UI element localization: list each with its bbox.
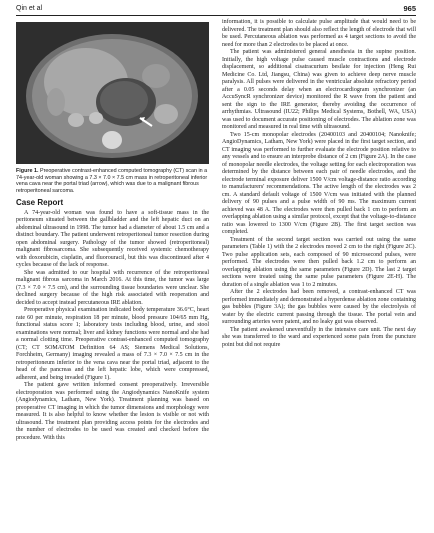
figure-caption-label: Figure 1. [16, 168, 39, 174]
left-column [16, 22, 209, 442]
right-paragraph-3: Two 15-cm monopolar electrodes (20400103 and 20400104; Nanoknife; AngioDynamics, Latham, New York) were placed in the first target section, and CT imaging was performed to further evaluate the electrode position relative to any vessels and to ensure an interprobe distance of 2 cm (Figure 2A). In the case of monopolar needle electrodes, the voltage setting for each electroporation was determined by the distance between each pair of needle electrodes, and the electrode terminal exposure deliver 1500 V/cm voltage-distance ratio according to manufacturers' recommendations. The active length of the electrodes was 2 cm. A standard default voltage of 1500 V/cm was initiated with the planned delivery of 90 pulses and a pulse width of 90 ms. The maximum current achieved was 48 A. The electrodes were then pulled back 1 cm to perform an overlapping ablation using a similar protocol, except that the voltage-to-distance ratio was lowered to 1300 V/cm (Figure 2B). The first target section was completed. [222, 131, 416, 235]
right-paragraph-1: information, it is possible to calculate pulse amplitude that would need to be delivered. The treatment plan should also reflect the length of electrode that will be used. Percutaneous ablation was performed as 4 target sections to avoid the need for more than 2 electrodes to be placed at once. [222, 19, 416, 48]
header-rule [16, 15, 416, 16]
left-paragraph-2: She was admitted to our hospital with recurrence of the retroperitoneal malignant fibrous sarcoma in March 2016. At this time, the tumor was large (7.3 × 7.0 × 7.5 cm), and the surrounding tissue boundaries were unclear. She declined surgery because of the high risk associated with reoperation and decided to accept instead percutaneous IRE ablation. [16, 269, 209, 306]
right-paragraph-5: After the 2 electrodes had been removed, a contrast-enhanced CT was performed immediately and demonstrated a hyperdense ablation zone containing gas bubbles (Figure 3A); the gas bubbles were caused by the electrolysis of water by the electric current passing through the tissue. The portal vein and surrounding arteries were patent, and no leaky gut was observed. [222, 289, 416, 325]
right-column [222, 19, 416, 349]
left-paragraph-4: The patient gave written informed consent preoperatively. Irreversible electroporation was performed using the Angiodynamics NanoKnife system (Angiodynamics, Latham, New York). Treatment planning was based on preoperative CT imaging in which the tumor dimensions and morphology were measured. It is also helpful to know whether the lesion is visible or not with ultrasound. The treatment plan providing access points for the electrodes and the number of electrodes to be used was created and checked before the procedure. With this [16, 382, 209, 441]
page-number: 965 [403, 4, 416, 13]
running-header-author: Qin et al [16, 5, 43, 12]
left-paragraph-3: Preoperative physical examination indicated body temperature 36.6°C, heart rate 60 per minute, respiration 18 per minute, blood pressure 104/65 mm Hg, functional status score 1; laboratory tests including blood, urine, and stool examinations were normal; liver and kidney functions were normal and she had a normal clotting time. Preoperative contrast-enhanced computed tomography (CT; CT SOMATOM Definition 64 AS; Siemens Medical Solutions, Forchheim, Germany) imaging revealed a mass of 7.3 × 7.0 × 7.5 cm in the retroperitoneum inferior to the vena cava near the portal triad, adjacent to the head of the pancreas and the left hepatic lobe, which were compressed, adherent, and being invaded (Figure 1). [16, 307, 209, 381]
running-header [16, 3, 416, 15]
section-title: Case Report [16, 198, 64, 208]
figure-caption-text: Preoperative contrast-enhanced computed tomography (CT) scan in a 74-year-old woman showing a 7.3 × 7.0 × 7.5 cm mass in retroperitoneal inferior vena cava near the portal triad (arrow), which was due to a malignant fibrous retroperitoneal sarcoma. [16, 168, 208, 194]
right-paragraph-4: Treatment of the second target section was carried out using the same parameters (Table 1) with the 2 electrodes moved 2 cm to the right (Figure 2C). Two pulse application sets, each composed of 90 microsecond pulses, were performed. The electrodes were then pulled back 1.2 cm to perform an overlapping ablation using the same parameters (Figure 2D). The last 2 target sections were treated using the same pulse parameters (Figure 2E-H). The duration of a single ablation was 1 to 2 minutes. [222, 236, 416, 288]
ct-scan-figure [16, 22, 209, 164]
right-paragraph-6: The patient awakened uneventfully in the intensive care unit. The next day she was transferred to the ward and experienced some pain from the puncture point but did not require [222, 326, 416, 348]
right-paragraph-2: The patient was administered general anesthesia in the supine position. Initially, the high voltage pulse caused muscle contractions and electrode displacement, so additional cisatracurium besilate for injection (Heng Rui Medicine Co. Ltd, Jiangsu, China) was given to achieve deep nerve muscle paralysis. All pulses were delivered in the ventricular absolute refractory period after a 0.05 seconds delay when an electrocardiogram synchronizer (an AccuSyncR synchronizer device) monitored the R wave from the patient and sent the sign to the IRE generator, thereby avoiding the occurrence of arrhythmias. Ultrasound (IU22; Philips Medical Systems, Bothell, WA, USA) was used to document accurate positioning of electrodes. The ablation zone was monitored and measured in real time with ultrasound. [222, 49, 416, 130]
left-paragraph-1: A 74-year-old woman was found to have a soft-tissue mass in the peritoneum situated between the gallbladder and the left hepatic duct on an abdominal ultrasound in 1998. The tumor had a diameter of about 1.5 cm and a distinct boundary. The patient underwent retroperitoneal tumor resection during open abdominal surgery. Pathology of the tumor showed (retroperitoneal) malignant fibrosarcoma. She subsequently received systemic chemotherapy with doxorubicin, cisplatin, and fluorouracil, but this was discontinued after 4 cycles because of the lack of response. [16, 209, 209, 269]
figure-caption [16, 168, 209, 194]
ct-scan-image [16, 22, 209, 164]
